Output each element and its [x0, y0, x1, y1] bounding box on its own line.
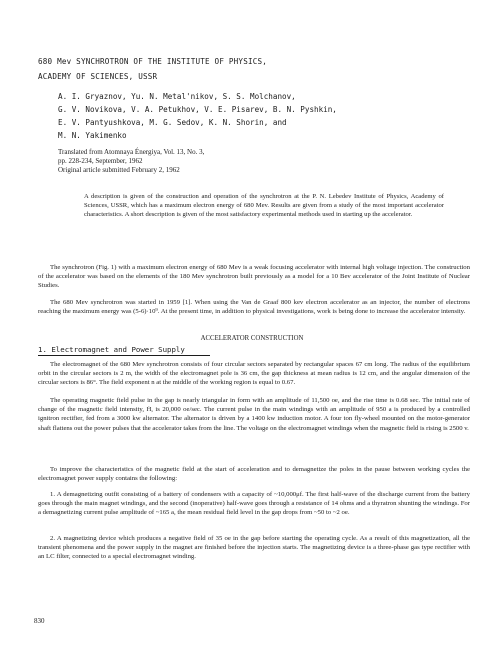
- authors-line-1: A. I. Gryaznov, Yu. N. Metal'nikov, S. S. Molchanov,: [58, 92, 296, 101]
- page-number: 830: [34, 617, 45, 625]
- translation-source: Translated from Atomnaya Énergiya, Vol. 13, No. 3,: [58, 148, 205, 156]
- paper-title-line-2: ACADEMY OF SCIENCES, USSR: [38, 72, 158, 81]
- authors-line-2: G. V. Novikova, V. A. Petukhov, V. E. Pisarev, B. N. Pyshkin,: [58, 105, 337, 114]
- paper-title-line-1: 680 Mev SYNCHROTRON OF THE INSTITUTE OF PHYSICS,: [38, 57, 268, 66]
- field-pulse-paragraph: The operating magnetic field pulse in the gap is nearly triangular in form with an amplitude of 11,500 oe, and the rise time is 0.68 sec. The initial rate of change of the magnetic field intensity, Ḣ, is 20,000 oe/sec. The current pulse in the main windings with an amplitude of 950 a is produced by a controlled ignitron rectifier, fed from a 3000 kw alternator. The alternator is driven by a 1400 kw induction motor. A four ton fly-wheel mounted on the motor-generator shaft flattens out the power pulses that the accelerator takes from the line. The voltage on the electromagnet windings when the magnetic field is rising is 2500 v.: [38, 397, 470, 432]
- power-supply-intro-paragraph: To improve the characteristics of the magnetic field at the start of acceleration and to demagnetize the poles in the pause between working cycles the electromagnet power supply contains the following:: [38, 466, 470, 483]
- authors-line-3: E. V. Pantyushkova, M. G. Sedov, K. N. Shorin, and: [58, 118, 287, 127]
- subsection-underline: [38, 355, 210, 356]
- translation-pages: pp. 228-234, September, 1962: [58, 157, 143, 165]
- intro-paragraph-2: The 680 Mev synchrotron was started in 1959 [1]. When using the Van de Graaf 800 kev electron accelerator as an injector, the number of electrons reaching the maximum energy was (5-6)·10⁹. At the present time, in addition to physical investigations, work is being done to increase the accelerator intensity.: [38, 299, 470, 316]
- section-heading: ACCELERATOR CONSTRUCTION: [200, 335, 304, 342]
- electromagnet-paragraph: The electromagnet of the 680 Mev synchrotron consists of four circular sectors separated by rectangular spaces 67 cm long. The radius of the equilibrium orbit in the circular sectors is 2 m, the width of the electromagnet pole is 36 cm, the gap thickness at mean radius is 12 cm, and the angular dimension of the circular sectors is 86°. The field exponent n at the middle of the working region is equal to 0.67.: [38, 361, 470, 387]
- abstract: A description is given of the construction and operation of the synchrotron at the P. N. Lebedev Institute of Physics, Academy of Sciences, USSR, which has a maximum electron energy of 680 Mev. Results are given from a study of the most important accelerator characteristics. A short description is given of the most satisfactory experimental methods used in starting up the accelerator.: [84, 193, 444, 218]
- magnetizing-device-paragraph: 2. A magnetizing device which produces a negative field of 35 oe in the gap before starting the operating cycle. As a result of this magnetization, all the transient phenomena and the power supply in the magnet are finished before the injection starts. The magnetizing device is a three-phase gas type rectifier with an LC filter, connected to a special electromagnet winding.: [38, 535, 470, 561]
- subsection-heading: 1. Electromagnet and Power Supply: [38, 345, 185, 354]
- authors-line-4: M. N. Yakimenko: [58, 131, 127, 140]
- intro-paragraph-1: The synchrotron (Fig. 1) with a maximum electron energy of 680 Mev is a weak focusing accelerator with internal high voltage injection. The construction of the accelerator was based on the elements of the 180 Mev synchrotron built previously as a model for a 10 Bev accelerator of the Joint Institute of Nuclear Studies.: [38, 264, 470, 290]
- demagnetizing-outfit-paragraph: 1. A demagnetizing outfit consisting of a battery of condensers with a capacity of ~10,000μf. The first half-wave of the discharge current from the battery goes through the main magnet windings, and the second (inoperative) half-wave goes through a resistance of 14 ohms and a thyratron shunting the windings. For a demagnetizing current pulse amplitude of ~165 a, the mean residual field level in the gap drops from ~50 to ~2 oe.: [38, 491, 470, 517]
- submission-date: Original article submitted February 2, 1962: [58, 166, 180, 174]
